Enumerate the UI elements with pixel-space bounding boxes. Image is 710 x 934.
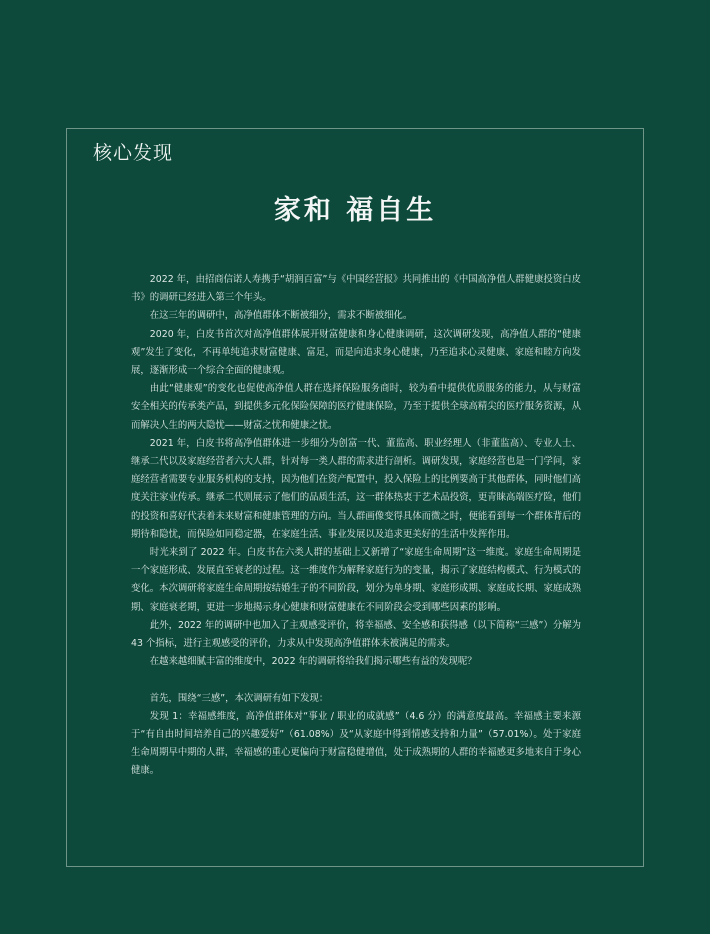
paragraph: 2022 年，由招商信诺人寿携手“胡润百富”与《中国经营报》共同推出的《中国高净值人群健康投资白皮书》的调研已经进入第三个年头。 — [131, 274, 581, 304]
paragraph: 2020 年，白皮书首次对高净值群体展开财富健康和身心健康调研，这次调研发现，高净值人群的“健康观”发生了变化，不再单纯追求财富健康、富足，而是向追求身心健康，乃至追求心灵健康、家庭和睦方向发展，逐渐形成一个综合全面的健康观。 — [131, 328, 581, 377]
page-title: 家和 福自生 — [273, 195, 437, 226]
body-text — [131, 271, 581, 781]
paragraph: 时光来到了 2022 年。白皮书在六类人群的基础上又新增了“家庭生命周期”这一维度。家庭生命周期是一个家庭形成、发展直至衰老的过程。这一维度作为解释家庭行为的变量，揭示了家庭结构模式、行为模式的变化。本次调研将家庭生命周期按结婚生子的不同阶段，划分为单身期、家庭形成期、家庭成长期、家庭成熟期、家庭衰老期，更进一步地揭示身心健康和财富健康在不同阶段会受到哪些因素的影响。 — [131, 547, 582, 613]
section-label: 核心发现 — [93, 142, 174, 164]
findings-intro: 首先，围绕“三感”，本次调研有如下发现： — [149, 692, 329, 704]
paragraph: 在这三年的调研中，高净值群体不断被细分，需求不断被细化。 — [149, 310, 413, 322]
paragraph: 此外，2022 年的调研中也加入了主观感受评价，将幸福感、安全感和获得感（以下简称“三感”）分解为 43 个指标，进行主观感受的评价，力求从中发现高净值群体未被满足的需求。 — [131, 619, 581, 650]
paragraph: 在越来越细腻丰富的维度中，2022 年的调研将给我们揭示哪些有益的发现呢？ — [149, 656, 477, 668]
finding-1: 发现 1：幸福感维度，高净值群体对“事业 / 职业的成就感”（4.6 分）的满意度最高。幸福感主要来源于“有自由时间培养自己的兴趣爱好”（61.08%）及“从家庭中得到情感支持和力量”（57.01%）。处于家庭生命周期早中期的人群，幸福感的重心更偏向于财富稳健增值，处于成熟期的人群的幸福感更多地来自于身心健康。 — [131, 710, 582, 777]
paragraph: 2021 年，白皮书将高净值群体进一步细分为创富一代、董监高、职业经理人（非董监高）、专业人士、继承二代以及家庭经营者六大人群，针对每一类人群的需求进行剖析。调研发现，家庭经营也是一门学问，家庭经营者需要专业服务机构的支持，因为他们在资产配置中，投入保险上的比例要高于其他群体，同时他们高度关注家业传承。继承二代则展示了他们的品质生活，这一群体热衷于艺术品投资，更青睐高端医疗险，他们的投资和喜好代表着未来财富和健康管理的方向。当人群画像变得具体而微之时，便能看到每一个群体背后的期待和隐忧，而保险如同稳定器，在家庭生活、事业发展以及追求更美好的生活中发挥作用。 — [131, 437, 582, 540]
paragraph: 由此“健康观”的变化也促使高净值人群在选择保险服务商时，较为看中提供优质服务的能力，从与财富安全相关的传承类产品，到提供多元化保险保障的医疗健康保险，乃至于提供全球高精尖的医疗服务资源，从而解决人生的两大隐忧——财富之忧和健康之忧。 — [131, 383, 582, 431]
